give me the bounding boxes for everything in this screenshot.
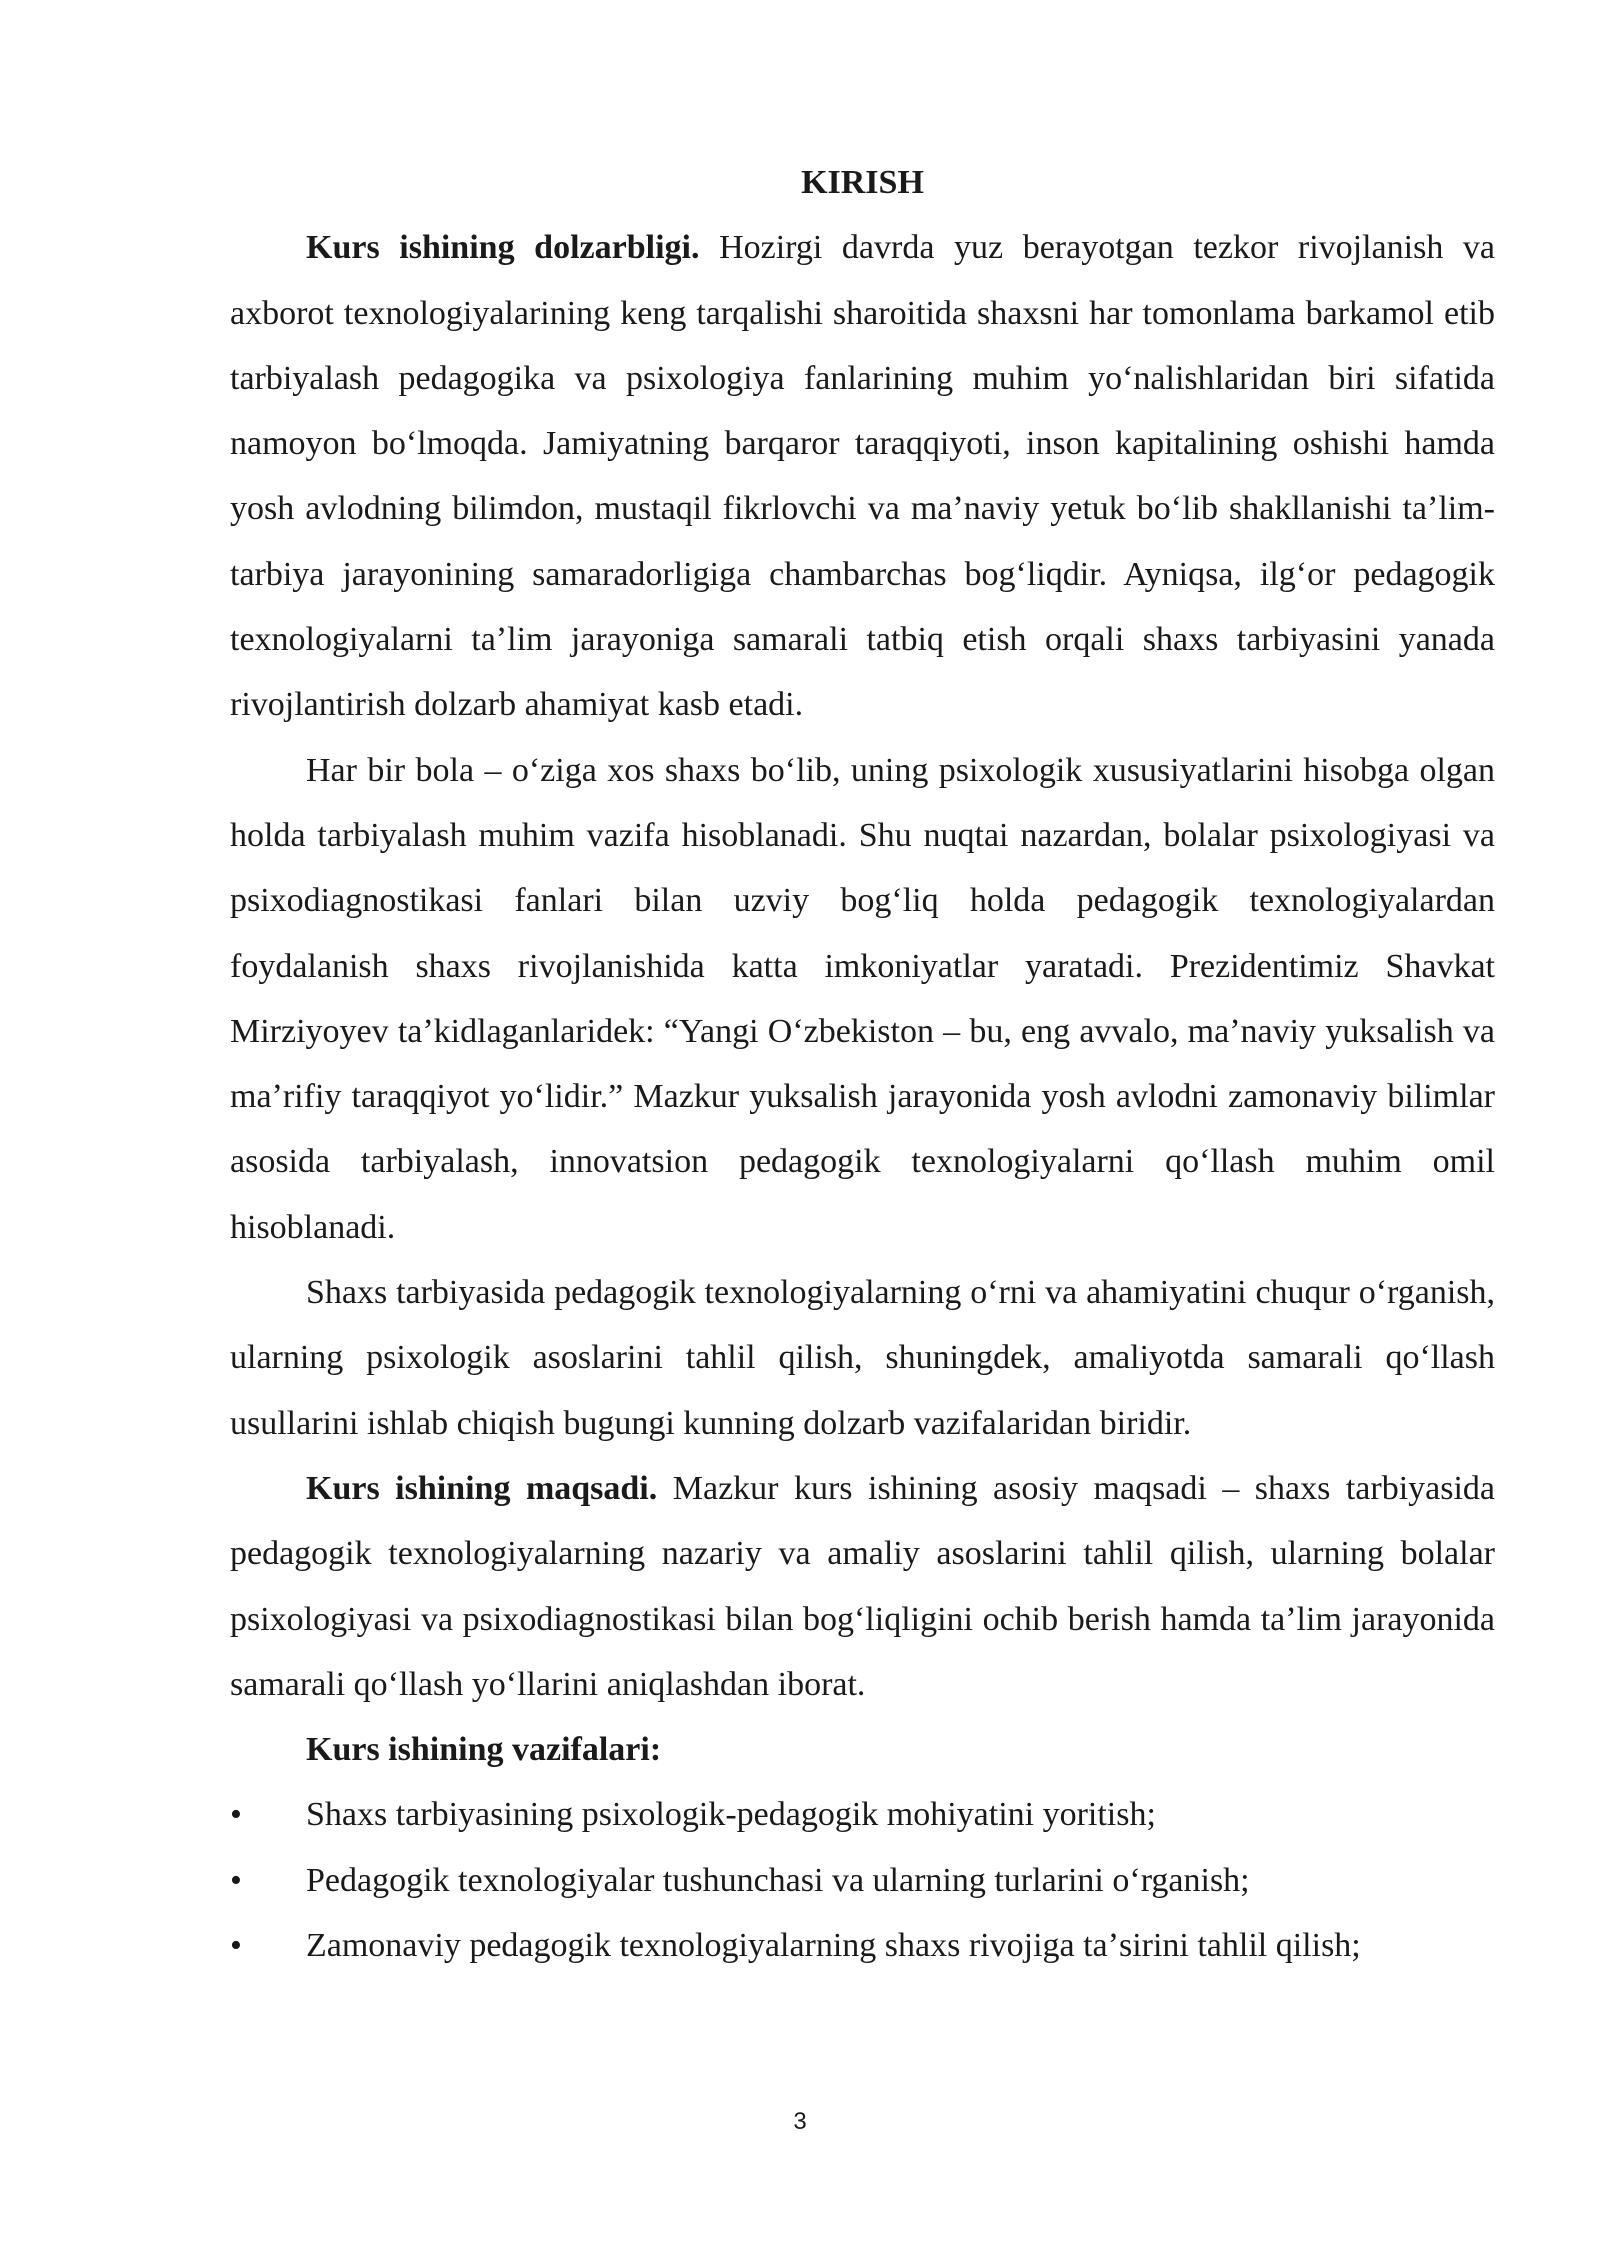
tasks-list: [230, 1782, 1495, 1978]
tasks-heading: Kurs ishining vazifalari:: [306, 1731, 662, 1769]
paragraph-goal: [230, 1456, 1495, 1717]
list-item: [230, 1848, 1495, 1913]
list-item: [230, 1913, 1495, 1978]
page-body: [230, 150, 1495, 1978]
page-number: 3: [793, 2108, 807, 2135]
bullet-icon: •: [230, 1861, 242, 1899]
paragraph-relevance: [230, 215, 1495, 737]
list-item-text: Shaxs tarbiyasining psixologik-pedagogik mohiyatini yoritish;: [306, 1796, 1156, 1834]
paragraph-importance: [230, 1260, 1495, 1456]
list-item-text: Pedagogik texnologiyalar tushunchasi va ularning turlarini oʻrganish;: [306, 1861, 1250, 1899]
list-item-text: Zamonaviy pedagogik texnologiyalarning shaxs rivojiga taʼsirini tahlil qilish;: [306, 1927, 1361, 1965]
paragraph-text: Shaxs tarbiyasida pedagogik texnologiyalarning oʻrni va ahamiyatini chuqur oʻrganish, ularning psixologik asoslarini tahlil qilish, shuningdek, amaliyotda samarali qoʻllash usullarini ishlab chiqish bugungi kunning dolzarb vazifalaridan biridir.: [230, 1274, 1495, 1442]
page-title: KIRISH: [801, 164, 924, 201]
bullet-icon: •: [230, 1927, 242, 1965]
paragraph-text: Har bir bola – oʻziga xos shaxs boʻlib, uning psixologik xususiyatlarini hisobga olgan holda tarbiyalash muhim vazifa hisoblanadi. Shu nuqtai nazardan, bolalar psixologiyasi va psixodiagnostikasi fanlari bilan uzviy bogʻliq holda pedagogik texnologiyalardan foydalanish shaxs rivojlanishida katta imkoniyatlar yaratadi. Prezidentimiz Shavkat Mirziyoyev taʼkidlaganlaridek: “Yangi Oʻzbekiston – bu, eng avvalo, maʼnaviy yuksalish va maʼrifiy taraqqiyot yoʻlidir.” Mazkur yuksalish jarayonida yosh avlodni zamonaviy bilimlar asosida tarbiyalash, innovatsion pedagogik texnologiyalarni qoʻllash muhim omil hisoblanadi.: [230, 751, 1495, 1246]
paragraph-child-personality: [230, 738, 1495, 1260]
paragraph-text: Hozirgi davrda yuz berayotgan tezkor rivojlanish va axborot texnologiyalarining keng tarqalishi sharoitida shaxsni har tomonlama barkamol etib tarbiyalash pedagogika va psixologiya fanlarining muhim yoʻnalishlaridan biri sifatida namoyon boʻlmoqda. Jamiyatning barqaror taraqqiyoti, inson kapitalining oshishi hamda yosh avlodning bilimdon, mustaqil fikrlovchi va maʼnaviy yetuk boʻlib shakllanishi taʼlim-tarbiya jarayonining samaradorligiga chambarchas bogʻliqdir. Ayniqsa, ilgʻor pedagogik texnologiyalarni taʼlim jarayoniga samarali tatbiq etish orqali shaxs tarbiyasini yanada rivojlantirish dolzarb ahamiyat kasb etadi.: [230, 229, 1496, 724]
paragraph-text: Mazkur kurs ishining asosiy maqsadi – shaxs tarbiyasida pedagogik texnologiyalarning nazariy va amaliy asoslarini tahlil qilish, ularning bolalar psixologiyasi va psixodiagnostikasi bilan bogʻliqligini ochib berish hamda taʼlim jarayonida samarali qoʻllash yoʻllarini aniqlashdan iborat.: [230, 1469, 1495, 1703]
paragraph-lead: Kurs ishining maqsadi.: [306, 1469, 658, 1507]
list-item: [230, 1782, 1495, 1847]
paragraph-lead: Kurs ishining dolzarbligi.: [306, 229, 700, 267]
bullet-icon: •: [230, 1796, 242, 1834]
